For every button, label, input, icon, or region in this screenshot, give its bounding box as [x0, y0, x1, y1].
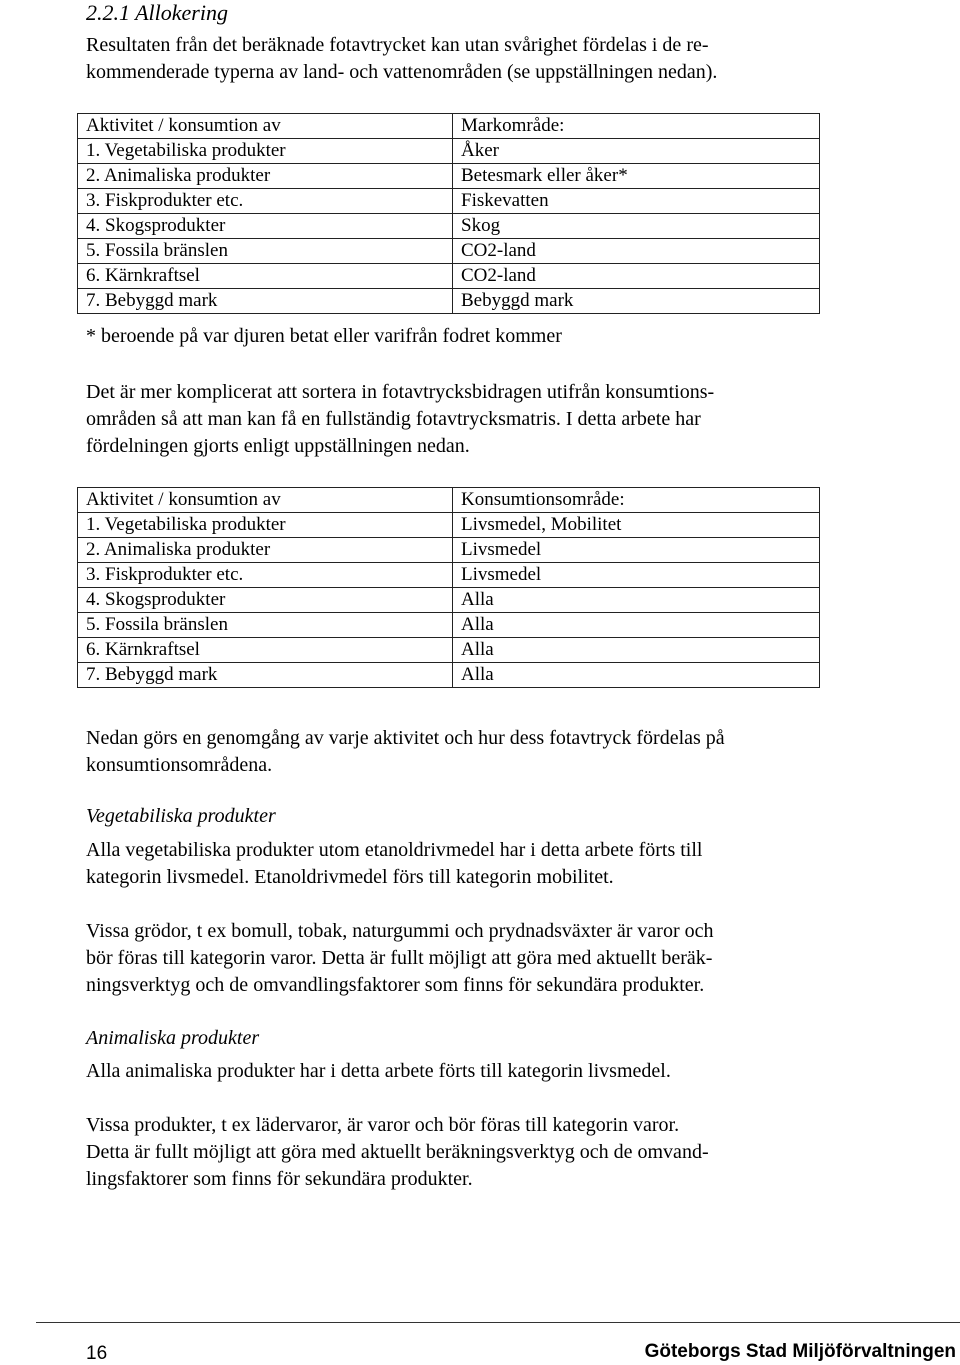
- table-row: [78, 189, 820, 214]
- paragraph-overview: [86, 725, 876, 779]
- table-cell: CO2-land: [453, 239, 820, 264]
- paragraph-sorting: [86, 379, 876, 460]
- table-cell: 5. Fossila bränslen: [78, 613, 453, 638]
- table-header-cell: Konsumtionsområde:: [453, 488, 820, 513]
- table-cell: Alla: [453, 588, 820, 613]
- table-cell: 6. Kärnkraftsel: [78, 264, 453, 289]
- table-cell: 5. Fossila bränslen: [78, 239, 453, 264]
- paragraph-vegetable-1: [86, 837, 876, 891]
- text-line: ningsverktyg och de omvandlingsfaktorer som finns för sekundära produkter.: [86, 974, 705, 996]
- text-line: kategorin livsmedel. Etanoldrivmedel förs till kategorin mobilitet.: [86, 866, 614, 888]
- table-cell: 6. Kärnkraftsel: [78, 638, 453, 663]
- table-row: [78, 538, 820, 563]
- footer-organization: Göteborgs Stad Miljöförvaltningen: [644, 1341, 956, 1362]
- text-line: Alla animaliska produkter har i detta arbete förts till kategorin livsmedel.: [86, 1060, 671, 1082]
- table-row: [78, 289, 820, 314]
- table-row: [78, 239, 820, 264]
- table-row: [78, 638, 820, 663]
- table-cell: Alla: [453, 638, 820, 663]
- table-cell: 4. Skogsprodukter: [78, 588, 453, 613]
- section-heading: 2.2.1 Allokering: [86, 0, 228, 25]
- table-footnote: * beroende på var djuren betat eller varifrån fodret kommer: [86, 325, 562, 347]
- table-cell: Alla: [453, 663, 820, 688]
- page-number: 16: [86, 1343, 108, 1364]
- intro-paragraph: [86, 32, 876, 86]
- table-header-row: [78, 488, 820, 513]
- table-cell: 7. Bebyggd mark: [78, 663, 453, 688]
- text-line: lingsfaktorer som finns för sekundära produkter.: [86, 1168, 473, 1190]
- subheading-animal: Animaliska produkter: [86, 1027, 260, 1049]
- table-header-cell: Aktivitet / konsumtion av: [78, 114, 453, 139]
- text-line: Nedan görs en genomgång av varje aktivitet och hur dess fotavtryck fördelas på: [86, 727, 725, 749]
- table-header-cell: Markområde:: [453, 114, 820, 139]
- text-line: områden så att man kan få en fullständig fotavtrycksmatris. I detta arbete har: [86, 408, 701, 430]
- table-row: [78, 563, 820, 588]
- table-row: [78, 663, 820, 688]
- table-cell: 1. Vegetabiliska produkter: [78, 139, 453, 164]
- text-line: Det är mer komplicerat att sortera in fotavtrycksbidragen utifrån konsumtions-: [86, 381, 715, 403]
- table-cell: Bebyggd mark: [453, 289, 820, 314]
- text-line: kommenderade typerna av land- och vattenområden (se uppställningen nedan).: [86, 61, 718, 83]
- paragraph-animal-1: [86, 1058, 876, 1085]
- table-cell: Livsmedel: [453, 538, 820, 563]
- text-line: konsumtionsområdena.: [86, 754, 273, 776]
- table-row: [78, 139, 820, 164]
- table-cell: 4. Skogsprodukter: [78, 214, 453, 239]
- table-cell: 3. Fiskprodukter etc.: [78, 189, 453, 214]
- table-header-cell: Aktivitet / konsumtion av: [78, 488, 453, 513]
- table-row: [78, 214, 820, 239]
- text-line: Resultaten från det beräknade fotavtrycket kan utan svårighet fördelas i de re-: [86, 34, 709, 56]
- table-cell: 7. Bebyggd mark: [78, 289, 453, 314]
- table-cell: Åker: [453, 139, 820, 164]
- table-cell: Fiskevatten: [453, 189, 820, 214]
- paragraph-animal-2: [86, 1112, 876, 1193]
- table-row: [78, 513, 820, 538]
- table-row: [78, 588, 820, 613]
- land-area-table: [77, 113, 820, 314]
- table-cell: 2. Animaliska produkter: [78, 538, 453, 563]
- text-line: bör föras till kategorin varor. Detta är fullt möjligt att göra med aktuellt beräk-: [86, 947, 713, 969]
- text-line: Detta är fullt möjligt att göra med aktuellt beräkningsverktyg och de omvand-: [86, 1141, 709, 1163]
- table-cell: Betesmark eller åker*: [453, 164, 820, 189]
- consumption-area-table: [77, 487, 820, 688]
- text-line: Alla vegetabiliska produkter utom etanoldrivmedel har i detta arbete förts till: [86, 839, 703, 861]
- table-cell: Livsmedel, Mobilitet: [453, 513, 820, 538]
- table-cell: Livsmedel: [453, 563, 820, 588]
- table-cell: 1. Vegetabiliska produkter: [78, 513, 453, 538]
- text-line: Vissa grödor, t ex bomull, tobak, naturgummi och prydnadsväxter är varor och: [86, 920, 714, 942]
- paragraph-vegetable-2: [86, 918, 876, 999]
- subheading-vegetable: Vegetabiliska produkter: [86, 805, 276, 827]
- table-cell: 3. Fiskprodukter etc.: [78, 563, 453, 588]
- text-line: Vissa produkter, t ex lädervaror, är varor och bör föras till kategorin varor.: [86, 1114, 680, 1136]
- footer-divider: [36, 1322, 960, 1323]
- table-header-row: [78, 114, 820, 139]
- table-cell: CO2-land: [453, 264, 820, 289]
- text-line: fördelningen gjorts enligt uppställningen nedan.: [86, 435, 470, 457]
- table-row: [78, 613, 820, 638]
- table-cell: Skog: [453, 214, 820, 239]
- table-cell: 2. Animaliska produkter: [78, 164, 453, 189]
- table-row: [78, 164, 820, 189]
- table-row: [78, 264, 820, 289]
- table-cell: Alla: [453, 613, 820, 638]
